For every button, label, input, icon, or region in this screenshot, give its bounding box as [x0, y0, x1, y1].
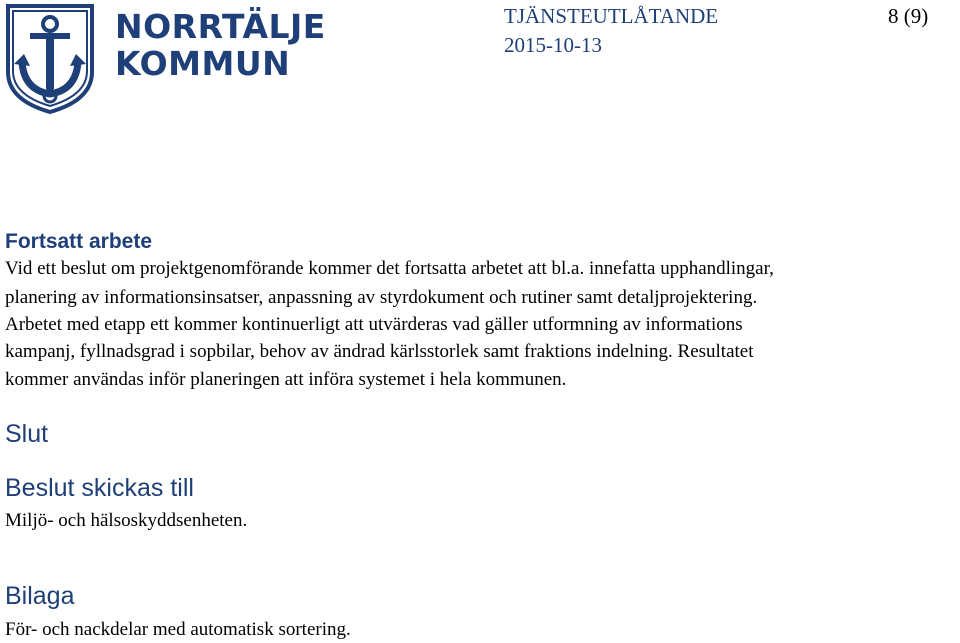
document-type: TJÄNSTEUTLÅTANDE — [504, 4, 719, 28]
heading-fortsatt-arbete: Fortsatt arbete — [5, 230, 153, 253]
body-line-3: Arbetet med etapp ett kommer kontinuerligt att utvärderas vad gäller utformning av informations — [5, 314, 743, 335]
body-line-5: kommer användas inför planeringen att införa systemet i hela kommunen. — [5, 369, 567, 390]
page-number: 8 (9) — [888, 4, 929, 28]
document-date: 2015-10-13 — [504, 33, 602, 57]
municipality-logo — [2, 2, 326, 114]
recipient-text: Miljö- och hälsoskyddsenheten. — [5, 510, 248, 531]
logo-line-2: KOMMUN — [115, 44, 291, 83]
body-line-2: planering av informationsinsatser, anpassning av styrdokument och rutiner samt detaljprojektering. — [5, 287, 758, 308]
logo-line-1: NORRTÄLJE — [115, 7, 326, 46]
body-line-1: Vid ett beslut om projektgenomförande kommer det fortsatta arbetet att bl.a. innefatta upphandlingar, — [5, 258, 774, 279]
anchor-crest-icon — [2, 2, 98, 114]
logo-wordmark — [115, 8, 326, 82]
body-line-4: kampanj, fyllnadsgrad i sopbilar, behov av ändrad kärlsstorlek samt fraktions indelning. Resultatet — [5, 341, 754, 362]
heading-bilaga: Bilaga — [5, 582, 75, 610]
heading-beslut-skickas-till: Beslut skickas till — [5, 474, 194, 502]
attachment-item: För- och nackdelar med automatisk sortering. — [5, 619, 351, 640]
heading-slut: Slut — [5, 420, 49, 448]
